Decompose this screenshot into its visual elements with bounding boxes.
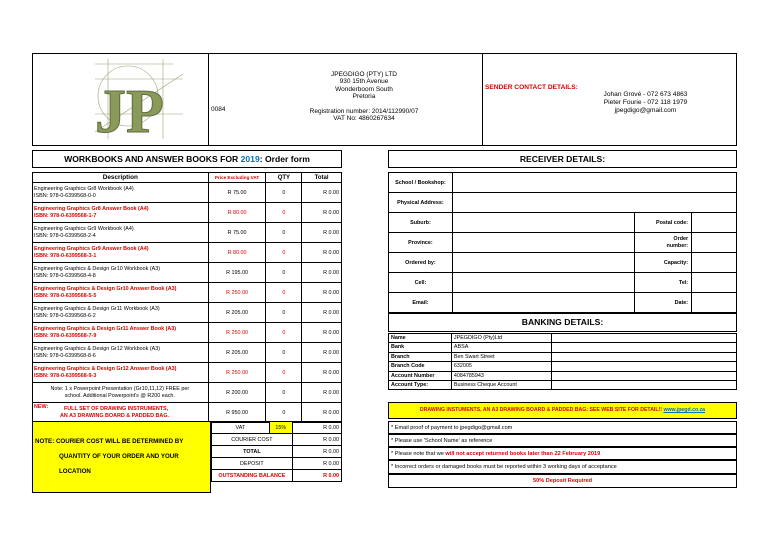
receiver-table	[388, 172, 737, 313]
order-number-label-2: number:	[666, 242, 689, 249]
logo-text: JP	[95, 78, 164, 145]
province-field[interactable]	[452, 233, 634, 253]
order-item-row	[33, 263, 342, 283]
document-code: 0084	[211, 106, 226, 113]
item-title: Engineering Graphics & Design Gr12 Answer Book (A3)	[34, 365, 177, 372]
bank-blank	[551, 343, 736, 352]
note-line-1: Note: 1 x Powerpoint Presentation (Gr10,11,12) FREE per	[50, 385, 190, 392]
bank-row	[389, 352, 737, 361]
outstanding-label: OUTSTANDING BALANCE	[212, 470, 293, 482]
item-total: R 0.00	[302, 223, 342, 243]
item-qty[interactable]: 0	[266, 343, 302, 363]
order-item-row	[33, 303, 342, 323]
info-reference: * Please use 'School Name' as reference	[388, 434, 737, 447]
bank-label: Account Number	[389, 371, 452, 380]
outstanding-row	[212, 470, 342, 482]
outstanding-value: R 0.00	[292, 470, 341, 482]
bank-row	[389, 362, 737, 371]
item-price: R 80.00	[208, 243, 266, 263]
vat-label: VAT	[212, 422, 270, 434]
vat-rate: 15%	[269, 422, 292, 434]
instruments-banner	[388, 402, 737, 419]
item-price: R 195.00	[208, 263, 266, 283]
cell-row	[389, 273, 737, 293]
sender-box	[482, 53, 737, 146]
receiver-title: RECEIVER DETAILS:	[519, 154, 606, 164]
deposit-row	[212, 458, 342, 470]
deposit-label: DEPOSIT	[212, 458, 293, 470]
courier-note	[32, 421, 211, 493]
company-city: Pretoria	[352, 93, 376, 101]
order-number-field[interactable]	[692, 233, 737, 253]
bank-label: Branch Code	[389, 362, 452, 371]
item-total: R 0.00	[302, 203, 342, 223]
school-row	[389, 173, 737, 193]
item-isbn: ISBN: 978-0-6399568-4-8	[34, 272, 96, 279]
note-price: R 200.00	[208, 383, 266, 403]
item-price: R 250.00	[208, 323, 266, 343]
bank-value: JPEGDIGO (Pty)Ltd	[451, 334, 551, 343]
courier-label: COURIER COST	[212, 434, 293, 446]
email-label: Email:	[389, 293, 453, 313]
courier-note-3: LOCATION	[59, 468, 91, 475]
item-price: R 80.00	[208, 203, 266, 223]
contact-johan: Johan Grové - 072 673 4863	[603, 91, 688, 98]
payment-info	[388, 421, 737, 488]
tel-label: Tel:	[635, 273, 692, 293]
postal-field[interactable]	[692, 213, 737, 233]
item-title: Engineering Graphics & Design Gr10 Answer Book (A3)	[34, 285, 177, 292]
date-label: Date:	[635, 293, 692, 313]
total-value: R 0.00	[292, 446, 341, 458]
address-field[interactable]	[452, 193, 736, 213]
info-returns: * Please note that we will not accept returned books later than 22 February 2019	[388, 447, 737, 460]
item-isbn: ISBN: 978-0-6399568-5-5	[34, 292, 97, 299]
item-price: R 250.00	[208, 283, 266, 303]
bank-value: 4084785943	[451, 371, 551, 380]
bank-value: 632005	[451, 362, 551, 371]
item-title: Engineering Graphics Gr9 Answer Book (A4)	[34, 245, 149, 252]
email-field[interactable]	[452, 293, 634, 313]
deposit-value: R 0.00	[292, 458, 341, 470]
item-qty[interactable]: 0	[266, 283, 302, 303]
note-line-2: school. Additional Powerpoint's @ R200 each.	[64, 392, 175, 399]
suburb-row	[389, 213, 737, 233]
deposit-required: 50% Deposit Required	[388, 474, 737, 488]
company-box	[208, 53, 483, 146]
item-title: Engineering Graphics & Design Gr11 Workbook (A3)	[34, 305, 160, 312]
item-isbn: ISBN: 978-0-6399568-8-6	[34, 352, 96, 359]
order-item-row	[33, 323, 342, 343]
bank-blank	[551, 371, 736, 380]
courier-total: R 0.00	[292, 434, 341, 446]
banking-title: BANKING DETAILS:	[521, 317, 604, 327]
bank-row	[389, 381, 737, 390]
bank-label: Bank	[389, 343, 452, 352]
capacity-field[interactable]	[692, 253, 737, 273]
suburb-field[interactable]	[452, 213, 634, 233]
item-title: Engineering Graphics & Design Gr10 Workbook (A3)	[34, 265, 161, 272]
item-isbn: ISBN: 978-0-6399568-3-1	[34, 252, 97, 259]
order-table	[32, 172, 342, 423]
school-field[interactable]	[452, 173, 736, 193]
address-row	[389, 193, 737, 213]
courier-row	[212, 434, 342, 446]
item-qty[interactable]: 0	[266, 323, 302, 343]
note-qty[interactable]: 0	[266, 383, 302, 403]
cell-field[interactable]	[452, 273, 634, 293]
total-row	[212, 446, 342, 458]
order-item-row	[33, 183, 342, 203]
item-qty[interactable]: 0	[266, 303, 302, 323]
company-logo	[33, 54, 208, 145]
item-isbn: ISBN: 978-0-6399568-9-3	[34, 372, 97, 379]
order-item-row	[33, 243, 342, 263]
bank-row	[389, 334, 737, 343]
order-title: WORKBOOKS AND ANSWER BOOKS FOR 2019: Order form	[64, 154, 310, 164]
new-price: R 950.00	[208, 403, 266, 423]
new-line-1: FULL SET OF DRAWING INSTRUMENTS,	[64, 405, 169, 412]
suburb-label: Suburb:	[389, 213, 453, 233]
courier-note-1: NOTE: COURIER COST WILL BE DETERMINED BY	[35, 438, 184, 445]
item-total: R 0.00	[302, 323, 342, 343]
order-item-row	[33, 363, 342, 383]
vat-number: VAT No: 4860267634	[333, 115, 395, 123]
new-line-2: AN A3 DRAWING BOARD & PADDED BAG.	[60, 412, 170, 419]
item-title: Engineering Graphics Gr8 Workbook (A4)	[34, 185, 134, 192]
item-total: R 0.00	[302, 303, 342, 323]
bank-row	[389, 371, 737, 380]
province-row	[389, 233, 737, 253]
bank-blank	[551, 381, 736, 390]
company-name: JPEGDIGO (PTY) LTD	[331, 71, 397, 78]
item-isbn: ISBN: 978-0-6399568-2-4	[34, 232, 96, 239]
banking-title-box	[388, 313, 737, 332]
totals-table	[211, 421, 342, 482]
province-label: Province:	[389, 233, 453, 253]
powerpoint-note-row	[33, 383, 342, 403]
vat-total: R 0.00	[292, 422, 341, 434]
courier-note-2: QUANTITY OF YOUR ORDER AND YOUR	[59, 453, 179, 460]
postal-label: Postal code:	[635, 213, 692, 233]
col-price: Price Excluding VAT	[208, 173, 266, 183]
website-link[interactable]: www.jpegd.co.za	[663, 407, 706, 413]
note-total: R 0.00	[302, 383, 342, 403]
item-price: R 205.00	[208, 303, 266, 323]
item-qty[interactable]: 0	[266, 263, 302, 283]
new-label: NEW:	[34, 404, 49, 410]
item-price: R 250.00	[208, 363, 266, 383]
item-total: R 0.00	[302, 343, 342, 363]
bank-blank	[551, 362, 736, 371]
info-email: * Email proof of payment to jpegdigo@gmail.com	[388, 421, 737, 434]
cell-label: Cell:	[389, 273, 453, 293]
logo-box	[32, 53, 209, 146]
new-qty[interactable]: 0	[266, 403, 302, 423]
order-title-box	[32, 150, 342, 168]
address-label: Physical Address:	[389, 193, 453, 213]
item-title: Engineering Graphics Gr8 Answer Book (A4)	[34, 205, 149, 212]
bank-blank	[551, 352, 736, 361]
item-title: Engineering Graphics & Design Gr11 Answer Book (A3)	[34, 325, 177, 332]
capacity-label: Capacity:	[635, 253, 692, 273]
contact-pieter: Pieter Fourie - 072 118 1979	[603, 99, 688, 106]
registration-number: Registration number: 2014/112990/07	[309, 107, 419, 115]
bank-value: ABSA	[451, 343, 551, 352]
item-total: R 0.00	[302, 263, 342, 283]
item-price: R 205.00	[208, 343, 266, 363]
new-item-row	[33, 403, 342, 423]
new-total: R 0.00	[302, 403, 342, 423]
bank-row	[389, 343, 737, 352]
sender-title: SENDER CONTACT DETAILS:	[485, 84, 578, 91]
banking-table	[388, 333, 737, 390]
col-description: Description	[33, 173, 209, 183]
item-title: Engineering Graphics Gr9 Workbook (A4)	[34, 225, 134, 232]
col-total: Total	[302, 173, 342, 183]
receiver-title-box	[388, 150, 737, 168]
contact-email: jpegdigo@gmail.com	[614, 107, 677, 114]
item-total: R 0.00	[302, 283, 342, 303]
order-item-row	[33, 283, 342, 303]
company-address-1: 930 15th Avenue	[339, 78, 389, 86]
item-qty[interactable]: 0	[266, 243, 302, 263]
item-isbn: ISBN: 978-0-6399568-7-9	[34, 332, 97, 339]
bank-label: Name	[389, 334, 452, 343]
order-item-row	[33, 203, 342, 223]
item-price: R 75.00	[208, 223, 266, 243]
item-qty[interactable]: 0	[266, 363, 302, 383]
item-total: R 0.00	[302, 183, 342, 203]
ordered-by-field[interactable]	[452, 253, 634, 273]
date-field[interactable]	[692, 293, 737, 313]
bank-blank	[551, 334, 736, 343]
email-row	[389, 293, 737, 313]
tel-field[interactable]	[692, 273, 737, 293]
bank-value: Business Cheque Account	[451, 381, 551, 390]
item-qty[interactable]: 0	[266, 203, 302, 223]
item-qty[interactable]: 0	[266, 223, 302, 243]
item-title: Engineering Graphics & Design Gr12 Workbook (A3)	[34, 345, 161, 352]
item-isbn: ISBN: 978-0-6399568-0-0	[34, 192, 96, 199]
item-total: R 0.00	[302, 363, 342, 383]
item-total: R 0.00	[302, 243, 342, 263]
info-incorrect: * Incorrect orders or damaged books must be reported within 3 working days of acceptance	[388, 460, 737, 474]
item-qty[interactable]: 0	[266, 183, 302, 203]
col-qty: QTY	[266, 173, 302, 183]
item-price: R 75.00	[208, 183, 266, 203]
ordered-by-label: Ordered by:	[389, 253, 453, 273]
item-isbn: ISBN: 978-0-6399568-6-2	[34, 312, 96, 319]
order-item-row	[33, 343, 342, 363]
bank-value: Ben Swart Street	[451, 352, 551, 361]
item-isbn: ISBN: 978-0-6399568-1-7	[34, 212, 97, 219]
vat-row	[212, 422, 342, 434]
bank-label: Account Type:	[389, 381, 452, 390]
banner-text: DRAWING INSTUMENTS, AN A3 DRAWING BOARD & PADDED BAG: SEE WEB SITE FOR DETAIL!!	[419, 407, 664, 413]
bank-label: Branch	[389, 352, 452, 361]
order-item-row	[33, 223, 342, 243]
school-label: School / Bookshop:	[389, 173, 453, 193]
company-address-2: Wonderboom South	[335, 85, 393, 93]
total-label: TOTAL	[212, 446, 293, 458]
ordered-by-row	[389, 253, 737, 273]
order-header-row	[33, 173, 342, 183]
order-number-label-1: Order	[673, 235, 689, 242]
